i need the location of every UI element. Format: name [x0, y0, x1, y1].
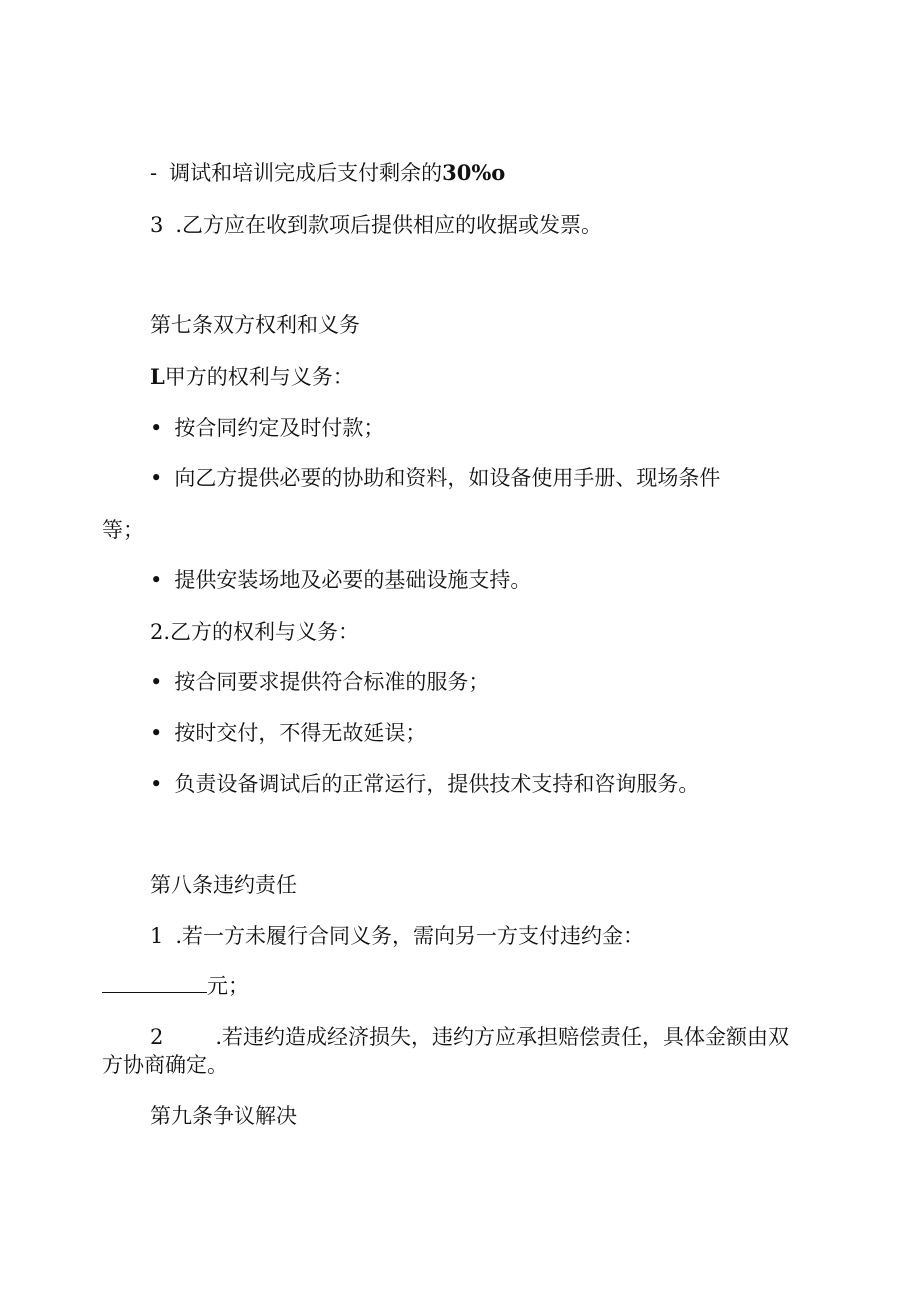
party-a-marker: L	[150, 364, 165, 389]
penalty-amount-line	[102, 973, 249, 999]
clause-number: 1	[150, 924, 164, 948]
dash-marker: -	[150, 161, 158, 185]
article-8-title: 第八条违约责任	[150, 873, 297, 897]
clause-8-1-line	[150, 923, 644, 949]
bullet-icon: •	[150, 568, 163, 592]
list-item-text: 按时交付，不得无故延误；	[174, 721, 427, 745]
list-item	[150, 465, 720, 491]
list-item-text: 负责设备调试后的正常运行，提供技术支持和咨询服务。	[174, 772, 700, 796]
clause-8-2-line	[150, 1024, 789, 1050]
bullet-icon: •	[150, 772, 163, 796]
clause-text: .若违约造成经济损失，违约方应承担赔偿责任，具体金额由双	[215, 1025, 790, 1049]
list-item	[150, 669, 489, 695]
payment-percent: 30%o	[442, 160, 506, 185]
list-item	[150, 771, 699, 797]
list-item	[150, 415, 384, 441]
list-item-text: 按合同约定及时付款；	[174, 416, 385, 440]
article-9-title: 第九条争议解决	[150, 1104, 297, 1128]
payment-term-line	[150, 160, 505, 186]
list-item-text: 按合同要求提供符合标准的服务；	[174, 670, 490, 694]
amount-unit: 元；	[207, 974, 249, 998]
list-item	[150, 720, 426, 746]
list-item-continuation: 等；	[102, 518, 144, 542]
list-item-text: 提供安装场地及必要的基础设施支持。	[174, 568, 532, 592]
bullet-icon: •	[150, 466, 163, 490]
payment-term-text: 调试和培训完成后支付剩余的	[169, 161, 443, 185]
list-item	[150, 567, 531, 593]
party-a-heading-text: 甲方的权利与义务：	[164, 365, 354, 389]
clause-3-line	[150, 212, 602, 238]
bullet-icon: •	[150, 416, 163, 440]
clause-number: 3	[150, 213, 164, 237]
list-item-text: 向乙方提供必要的协助和资料，如设备使用手册、现场条件	[174, 466, 721, 490]
bullet-icon: •	[150, 670, 163, 694]
amount-blank	[102, 974, 207, 993]
clause-text: .乙方应在收到款项后提供相应的收据或发票。	[175, 213, 603, 237]
party-b-heading: 2.乙方的权利与义务：	[150, 620, 360, 644]
clause-text: .若一方未履行合同义务，需向另一方支付违约金：	[175, 924, 645, 948]
clause-number: 2	[150, 1025, 164, 1049]
clause-continuation: 方协商确定。	[102, 1053, 228, 1077]
bullet-icon: •	[150, 721, 163, 745]
article-7-title: 第七条双方权利和义务	[150, 313, 360, 337]
party-a-heading	[150, 364, 354, 390]
